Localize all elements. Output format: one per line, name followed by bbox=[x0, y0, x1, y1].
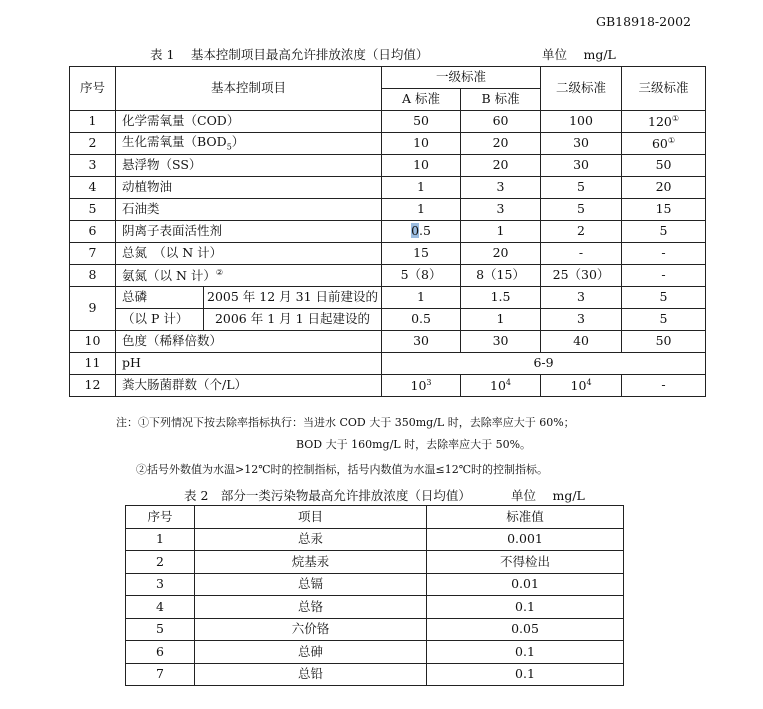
header-grade1-b: B 标准 bbox=[461, 89, 541, 111]
row-item: 总砷 bbox=[195, 641, 427, 664]
row-item-phosphorus: 总磷 bbox=[116, 287, 204, 309]
row-no: 10 bbox=[70, 331, 116, 353]
table-row bbox=[70, 221, 706, 243]
cell-a: 50 bbox=[382, 111, 461, 133]
row-no: 4 bbox=[126, 596, 195, 619]
cell-a: 1 bbox=[382, 199, 461, 221]
cell-b: 20 bbox=[461, 243, 541, 265]
cell-a: 30 bbox=[382, 331, 461, 353]
cell-grade3: - bbox=[622, 375, 706, 397]
header-item: 基本控制项目 bbox=[116, 67, 382, 111]
row-item: 动植物油 bbox=[116, 177, 382, 199]
row-no: 3 bbox=[126, 573, 195, 596]
row-no: 5 bbox=[70, 199, 116, 221]
row-item: 总铅 bbox=[195, 663, 427, 686]
cell-grade3: 120① bbox=[622, 111, 706, 133]
table1-basic-control-items bbox=[69, 66, 706, 397]
cell-a[interactable]: 0.5 bbox=[382, 221, 461, 243]
row-no: 2 bbox=[126, 551, 195, 574]
row-item: 阴离子表面活性剂 bbox=[116, 221, 382, 243]
table-row bbox=[126, 618, 624, 641]
header-item: 项目 bbox=[195, 506, 427, 529]
cell-a: $10^3$ bbox=[382, 375, 461, 397]
header-grade1: 一级标准 bbox=[382, 67, 541, 89]
header-no: 序号 bbox=[70, 67, 116, 111]
row-subitem-after-2006: 2006 年 1 月 1 日起建设的 bbox=[204, 309, 382, 331]
row-no: 3 bbox=[70, 155, 116, 177]
row-no: 6 bbox=[126, 641, 195, 664]
note-1: 注：①下列情况下按去除率指标执行：当进水 COD 大于 350mg/L 时，去除率应大于 60%； bbox=[116, 416, 575, 429]
row-item-phosphorus-unit: （以 P 计） bbox=[116, 309, 204, 331]
row-no: 5 bbox=[126, 618, 195, 641]
cell-b: 60 bbox=[461, 111, 541, 133]
cell-grade2: 100 bbox=[541, 111, 622, 133]
row-subitem-before-2005: 2005 年 12 月 31 日前建设的 bbox=[204, 287, 382, 309]
cell-b: $10^4$ bbox=[461, 375, 541, 397]
cell-b: 20 bbox=[461, 133, 541, 155]
table-row bbox=[126, 596, 624, 619]
row-item: 色度（稀释倍数） bbox=[116, 331, 382, 353]
cell-grade2: 5 bbox=[541, 177, 622, 199]
cell-grade2: 30 bbox=[541, 133, 622, 155]
row-value: 不得检出 bbox=[427, 551, 624, 574]
row-item: 生化需氧量$(BOD_5)$ bbox=[116, 133, 382, 155]
row-value: 0.05 bbox=[427, 618, 624, 641]
cell-grade2: 30 bbox=[541, 155, 622, 177]
table2-caption: 表 2 部分一类污染物最高允许排放浓度（日均值） bbox=[184, 488, 471, 503]
cell-grade3: 50 bbox=[622, 155, 706, 177]
cell-grade3: 50 bbox=[622, 331, 706, 353]
table2-unit: 单位 mg/L bbox=[511, 488, 585, 503]
table-row bbox=[70, 111, 706, 133]
cell-a: 0.5 bbox=[382, 309, 461, 331]
cell-grade2: 3 bbox=[541, 287, 622, 309]
table1-unit: 单位 mg/L bbox=[542, 47, 616, 62]
table-row bbox=[70, 265, 706, 287]
row-no: 1 bbox=[126, 528, 195, 551]
table2-class1-pollutants bbox=[125, 505, 624, 686]
cell-b: 3 bbox=[461, 177, 541, 199]
cell-grade2: 2 bbox=[541, 221, 622, 243]
cell-a: 1 bbox=[382, 287, 461, 309]
row-item: 总氮 （以 N 计） bbox=[116, 243, 382, 265]
cell-a: 10 bbox=[382, 155, 461, 177]
cell-grade2: 5 bbox=[541, 199, 622, 221]
cell-a: 15 bbox=[382, 243, 461, 265]
note-2: ②括号外数值为水温>12℃时的控制指标，括号内数值为水温≤12℃时的控制指标。 bbox=[136, 463, 549, 476]
table-row bbox=[126, 573, 624, 596]
table1-caption: 表 1 基本控制项目最高允许排放浓度（日均值） bbox=[150, 47, 429, 62]
table-row bbox=[126, 551, 624, 574]
table-row bbox=[70, 133, 706, 155]
table-row bbox=[70, 331, 706, 353]
cell-grade2: - bbox=[541, 243, 622, 265]
row-no: 6 bbox=[70, 221, 116, 243]
header-no: 序号 bbox=[126, 506, 195, 529]
row-no: 12 bbox=[70, 375, 116, 397]
cell-grade3: - bbox=[622, 243, 706, 265]
header-grade1-a: A 标准 bbox=[382, 89, 461, 111]
header-value: 标准值 bbox=[427, 506, 624, 529]
note-1-continued: BOD 大于 160mg/L 时，去除率应大于 50%。 bbox=[296, 438, 532, 451]
cell-b: 3 bbox=[461, 199, 541, 221]
cell-grade3: 15 bbox=[622, 199, 706, 221]
row-item: 六价铬 bbox=[195, 618, 427, 641]
row-no: 7 bbox=[70, 243, 116, 265]
row-no: 11 bbox=[70, 353, 116, 375]
row-no: 2 bbox=[70, 133, 116, 155]
row-no: 1 bbox=[70, 111, 116, 133]
cell-grade3: 5 bbox=[622, 221, 706, 243]
table-row bbox=[70, 243, 706, 265]
row-item: 粪大肠菌群数（个/L） bbox=[116, 375, 382, 397]
row-item: 烷基汞 bbox=[195, 551, 427, 574]
row-item: 化学需氧量（COD） bbox=[116, 111, 382, 133]
cell-merged-ph: 6-9 bbox=[382, 353, 706, 375]
table-row bbox=[70, 287, 706, 309]
row-value: 0.01 bbox=[427, 573, 624, 596]
table-row bbox=[126, 528, 624, 551]
row-no: 7 bbox=[126, 663, 195, 686]
cell-b: 20 bbox=[461, 155, 541, 177]
cell-grade3: - bbox=[622, 265, 706, 287]
row-item: 总镉 bbox=[195, 573, 427, 596]
cell-b: 1 bbox=[461, 221, 541, 243]
cell-grade2: 40 bbox=[541, 331, 622, 353]
table-row bbox=[70, 375, 706, 397]
row-item: pH bbox=[116, 353, 382, 375]
row-item: 总铬 bbox=[195, 596, 427, 619]
row-value: 0.1 bbox=[427, 641, 624, 664]
cell-b: 1.5 bbox=[461, 287, 541, 309]
table-row bbox=[70, 353, 706, 375]
row-value: 0.1 bbox=[427, 596, 624, 619]
cell-a: 10 bbox=[382, 133, 461, 155]
table-row bbox=[70, 155, 706, 177]
table-row bbox=[70, 309, 706, 331]
header-grade2: 二级标准 bbox=[541, 67, 622, 111]
row-value: 0.1 bbox=[427, 663, 624, 686]
row-no: 9 bbox=[70, 287, 116, 331]
row-value: 0.001 bbox=[427, 528, 624, 551]
cell-b: 1 bbox=[461, 309, 541, 331]
cell-grade2: 25（30） bbox=[541, 265, 622, 287]
row-item: 总汞 bbox=[195, 528, 427, 551]
cell-b: 30 bbox=[461, 331, 541, 353]
table-row bbox=[70, 199, 706, 221]
text-selection-cursor[interactable]: 0 bbox=[411, 223, 420, 239]
cell-a: 1 bbox=[382, 177, 461, 199]
cell-grade2: $10^4$ bbox=[541, 375, 622, 397]
row-item: 氨氮（以 N 计）② bbox=[116, 265, 382, 287]
cell-grade3: 5 bbox=[622, 287, 706, 309]
cell-a: 5（8） bbox=[382, 265, 461, 287]
cell-grade3: 20 bbox=[622, 177, 706, 199]
cell-b: 8（15） bbox=[461, 265, 541, 287]
row-item: 悬浮物（SS） bbox=[116, 155, 382, 177]
table-row bbox=[70, 177, 706, 199]
header-grade3: 三级标准 bbox=[622, 67, 706, 111]
row-no: 8 bbox=[70, 265, 116, 287]
document-code: GB18918-2002 bbox=[596, 14, 691, 29]
row-item: 石油类 bbox=[116, 199, 382, 221]
table-row bbox=[126, 663, 624, 686]
cell-grade3: 60① bbox=[622, 133, 706, 155]
cell-grade2: 3 bbox=[541, 309, 622, 331]
row-no: 4 bbox=[70, 177, 116, 199]
cell-grade3: 5 bbox=[622, 309, 706, 331]
table-row bbox=[126, 641, 624, 664]
